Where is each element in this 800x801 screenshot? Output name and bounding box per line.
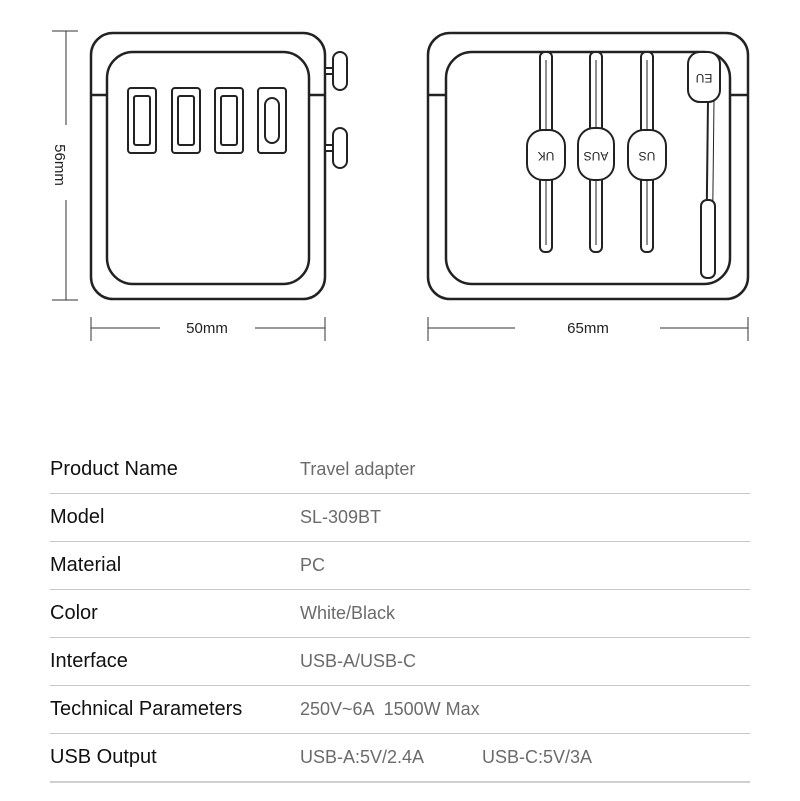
usb-a-port (172, 88, 200, 153)
spec-value: USB-A/USB-C (300, 651, 417, 671)
spec-row-product-name (50, 446, 750, 494)
usb-a-ports (128, 88, 243, 153)
front-view (91, 33, 347, 299)
spec-value: USB-A:5V/2.4A (300, 747, 425, 767)
front-inner-panel (107, 52, 309, 284)
spec-label: Product Name (50, 458, 178, 480)
spec-value: SL-309BT (300, 507, 382, 527)
spec-label: Material (50, 554, 122, 576)
spec-row-material (50, 542, 750, 590)
spec-label: Color (50, 602, 98, 624)
front-width-label: 50mm (186, 320, 228, 337)
side-view (428, 33, 748, 299)
height-label: 56mm (51, 144, 68, 186)
specification-table (50, 446, 750, 783)
usb-a-port (215, 88, 243, 153)
spec-row-color (50, 590, 750, 638)
spec-label: USB Output (50, 746, 157, 768)
spec-value: White/Black (300, 603, 396, 623)
usb-a-port (128, 88, 156, 153)
eu-plug-slider (688, 52, 720, 278)
eu-plug-label: EU (695, 70, 713, 85)
aus-plug-label: AUS (583, 148, 609, 163)
spec-row-technical-parameters (50, 686, 750, 734)
spec-value-secondary: USB-C:5V/3A (482, 747, 593, 767)
spec-label: Interface (50, 650, 128, 672)
spec-label: Model (50, 506, 105, 528)
spec-row-usb-output (50, 734, 750, 783)
spec-value: PC (300, 555, 326, 575)
front-outer-shell (91, 33, 325, 299)
side-slider-knobs (325, 52, 347, 168)
spec-value: Travel adapter (300, 459, 416, 479)
product-dimension-diagram (0, 0, 800, 360)
spec-row-model (50, 494, 750, 542)
spec-value: 250V~6A 1500W Max (300, 699, 480, 719)
uk-plug-label: UK (537, 148, 555, 163)
spec-row-interface (50, 638, 750, 686)
usb-c-port (258, 88, 286, 153)
spec-label: Technical Parameters (50, 698, 243, 720)
us-plug-label: US (638, 148, 656, 163)
side-width-label: 65mm (567, 320, 609, 337)
